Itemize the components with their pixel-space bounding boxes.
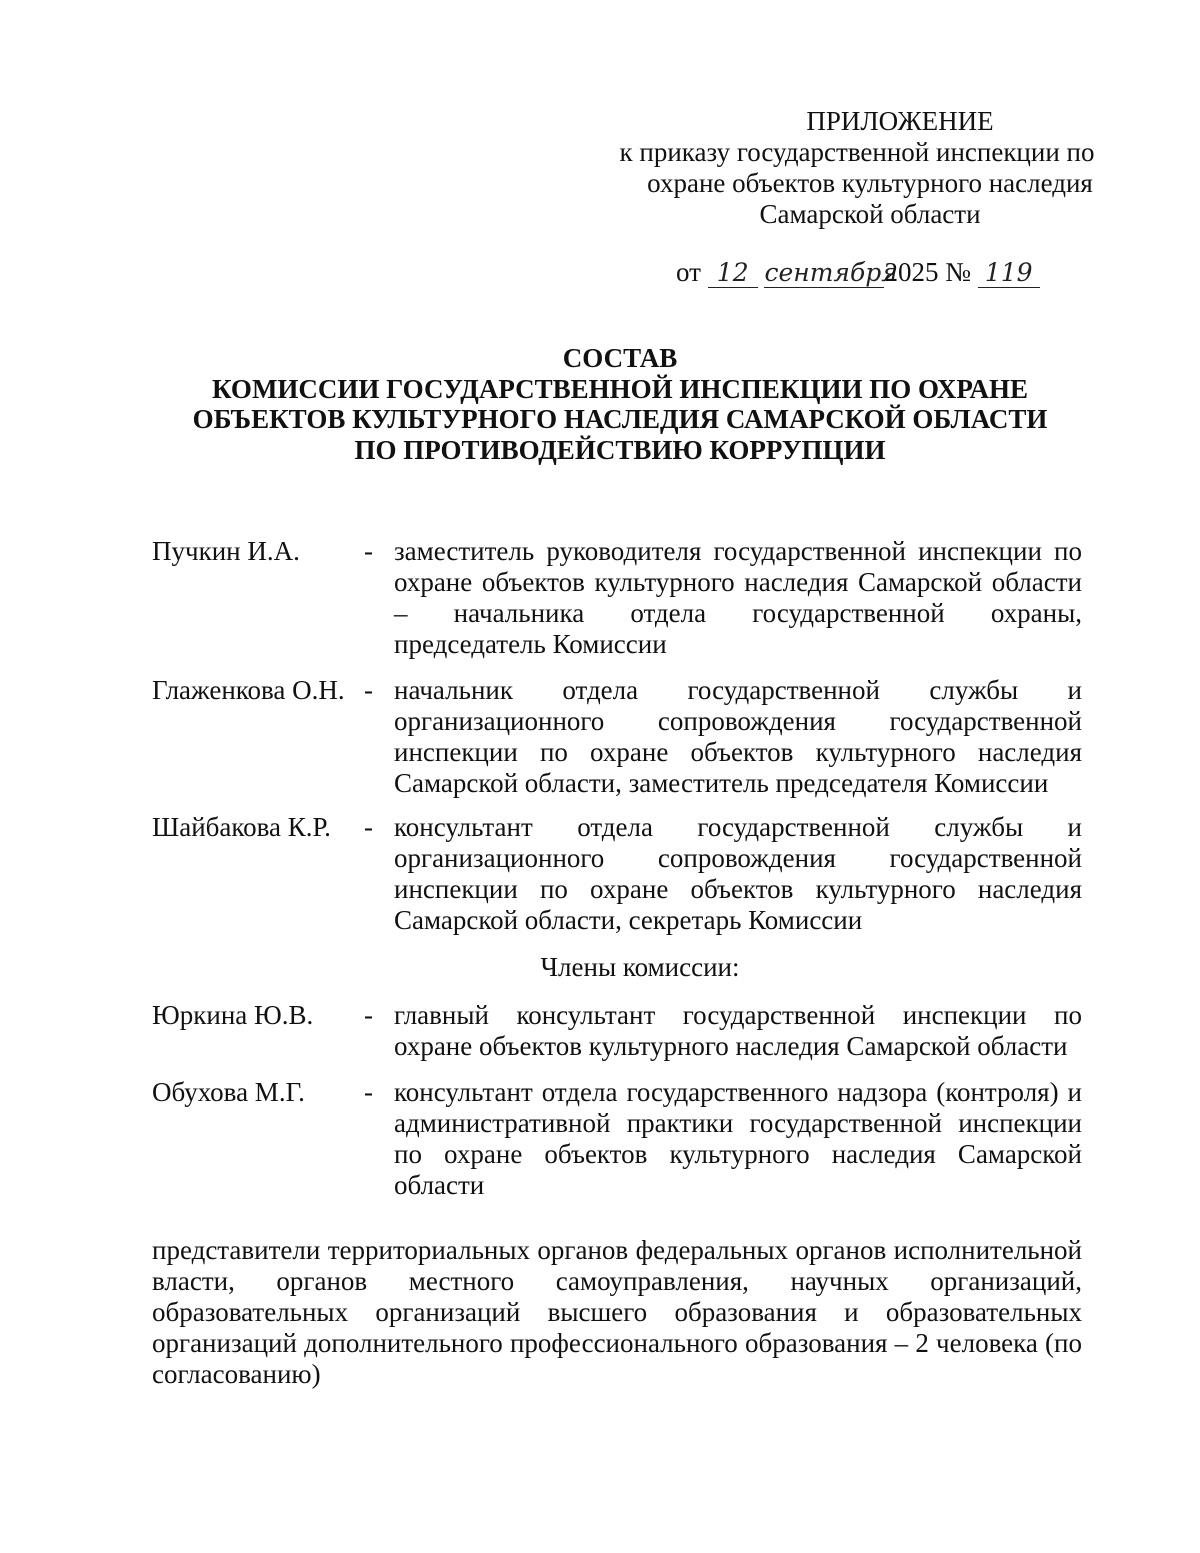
member-dash: -: [364, 536, 373, 566]
appendix-label: ПРИЛОЖЕНИЕ: [806, 106, 994, 136]
document-title: [120, 343, 1120, 465]
order-date-line: [676, 257, 1040, 288]
member-dash: -: [364, 1000, 373, 1030]
member-dash: -: [364, 812, 373, 842]
members-heading: Члены комиссии:: [540, 952, 740, 982]
member-role: консультант отдела государственного надзора (контроля) и административной практики государственной инспекции по охране объектов культурного наследия Самарской области: [394, 1077, 1082, 1200]
handwritten-month: сентября: [764, 258, 898, 287]
handwritten-day: 12: [708, 259, 758, 288]
date-prefix: от: [676, 257, 701, 287]
representatives-paragraph: представители территориальных органов федеральных органов исполнительной власти, органов местного самоуправления, научных организаций, образовательных организаций высшего образования и образовательных организаций дополнительного профессионального образования – 2 человека (по согласованию): [152, 1235, 1082, 1389]
member-dash: -: [364, 1077, 373, 1107]
title-line-2: КОМИССИИ ГОСУДАРСТВЕННОЙ ИНСПЕКЦИИ ПО ОХРАНЕ: [212, 373, 1028, 404]
title-line-3: ОБЪЕКТОВ КУЛЬТУРНОГО НАСЛЕДИЯ САМАРСКОЙ ОБЛАСТИ: [192, 404, 1048, 434]
number-sign: №: [945, 257, 971, 287]
member-name: Шайбакова К.Р.: [152, 812, 331, 842]
appendix-line-1: к приказу государственной инспекции по: [619, 137, 1095, 167]
appendix-line-3: Самарской области: [759, 199, 981, 229]
title-line-4: ПО ПРОТИВОДЕЙСТВИЮ КОРРУПЦИИ: [354, 434, 886, 465]
member-name: Обухова М.Г.: [152, 1077, 305, 1107]
member-role: главный консультант государственной инспекции по охране объектов культурного наследия Самарской области: [394, 1000, 1082, 1061]
appendix-line-2: охране объектов культурного наследия: [647, 168, 1093, 198]
member-role: заместитель руководителя государственной инспекции по охране объектов культурного наследия Самарской области – начальника отдела государственной охраны, председатель Комиссии: [394, 536, 1082, 659]
handwritten-order-number: 119: [978, 259, 1040, 288]
member-role: начальник отдела государственной службы и организационного сопровождения государственной инспекции по охране объектов культурного наследия Самарской области, заместитель председателя Комиссии: [394, 675, 1082, 798]
member-name: Пучкин И.А.: [152, 536, 300, 566]
member-dash: -: [364, 675, 373, 705]
member-name: Юркина Ю.В.: [152, 1000, 314, 1030]
member-role: консультант отдела государственной службы и организационного сопровождения государственной инспекции по охране объектов культурного наследия Самарской области, секретарь Комиссии: [394, 812, 1082, 935]
appendix-header: [612, 106, 1102, 230]
date-year: 2025: [884, 257, 939, 287]
title-line-1: СОСТАВ: [562, 343, 678, 373]
member-name: Глаженкова О.Н.: [152, 675, 345, 705]
